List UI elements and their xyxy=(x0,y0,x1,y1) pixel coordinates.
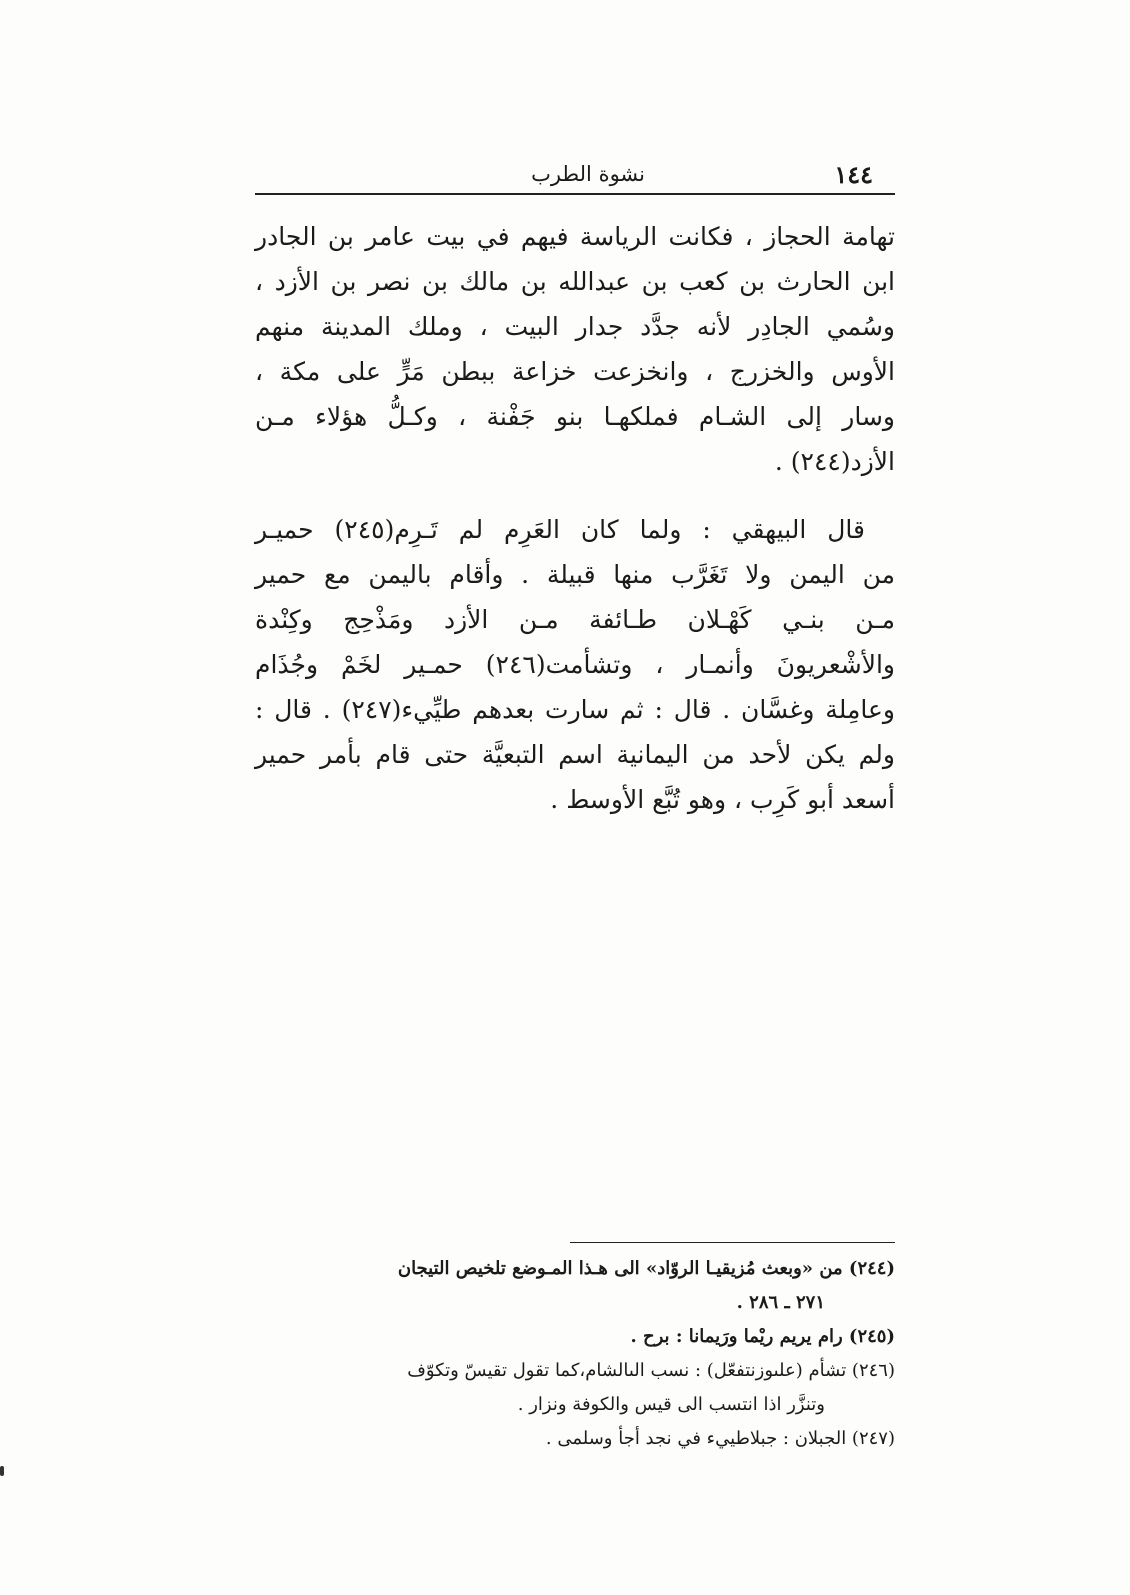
footnote-rule xyxy=(570,1242,895,1243)
header-rule xyxy=(255,193,895,195)
text-line: تهامة الحجاز ، فكانت الرياسة فيهم في بيت عامر بن الجادر xyxy=(255,222,895,251)
text-line: الأوس والخزرج ، وانخزعت خزاعة ببطن مَرٍّ على مكة ، xyxy=(255,357,895,386)
text-line: وعامِلة وغسَّان . قال : ثم سارت بعدهم طيِّيء(٢٤٧) . قال : xyxy=(255,695,895,724)
footnote-line: (٢٤٦) تشأم (علىوزنتفعّل) : نسب الىالشام،كما تقول تقيسّ وتكوّف xyxy=(407,1360,895,1381)
page-number: ١٤٤ xyxy=(834,160,873,189)
text-line: من اليمن ولا تَغَرَّب منها قبيلة . وأقام باليمن مع حمير xyxy=(255,560,895,589)
scan-edge-mark xyxy=(0,1466,4,1476)
text-line: ابن الحارث بن كعب بن عبدالله بن مالك بن نصر بن الأزد ، xyxy=(255,267,895,296)
footnote-line: (٢٤٤) من «وبعث مُزيقيـا الروّاد» الى هـذا المـوضع تلخيص التيجان xyxy=(397,1258,895,1279)
footnote-246 xyxy=(250,1354,895,1422)
footnote-line: وتنزَّر اذا انتسب الى قيس والكوفة ونزار . xyxy=(517,1394,825,1415)
running-title: نشوة الطرب xyxy=(531,162,645,186)
text-line: وسُمي الجادِر لأنه جدَّد جدار البيت ، وملك المدينة منهم xyxy=(255,312,895,341)
text-line: والأشْعريونَ وأنمـار ، وتشأمت(٢٤٦) حمـير لخَمْ وجُذَام xyxy=(255,650,895,679)
text-line: وسار إلى الشـام فملكهـا بنو جَفْنة ، وكـلُّ هؤلاء مـن xyxy=(255,402,895,431)
footnote-line: (٢٤٧) الجبلان : جبلاطييء في نجد أجأ وسلمى . xyxy=(545,1428,895,1449)
text-line: الأزد(٢٤٤) . xyxy=(774,447,895,476)
footnote-247 xyxy=(250,1422,895,1456)
text-line: قال البيهقي : ولما كان العَرِم لم تَـرِم(٢٤٥) حميـر xyxy=(255,515,865,544)
paragraph-2 xyxy=(255,507,895,822)
footnotes xyxy=(250,1252,895,1456)
footnote-line: ٢٧١ ـ ٢٨٦ . xyxy=(736,1292,825,1313)
running-head xyxy=(255,160,895,192)
footnote-244 xyxy=(250,1252,895,1320)
paragraph-1 xyxy=(255,214,895,484)
text-line: أسعد أبو كَرِب ، وهو تُبَّع الأوسط . xyxy=(550,785,895,814)
text-line: مـن بنـي كَهْـلان طـائفة مـن الأزد ومَذْحِج وكِنْدة xyxy=(255,605,895,634)
text-line: ولم يكن لأحد من اليمانية اسم التبعيَّة حتى قام بأمر حمير xyxy=(255,740,895,769)
footnote-line: (٢٤٥) رام يريم ريْما ورَيمانا : برح . xyxy=(630,1326,895,1347)
footnote-245 xyxy=(250,1320,895,1354)
